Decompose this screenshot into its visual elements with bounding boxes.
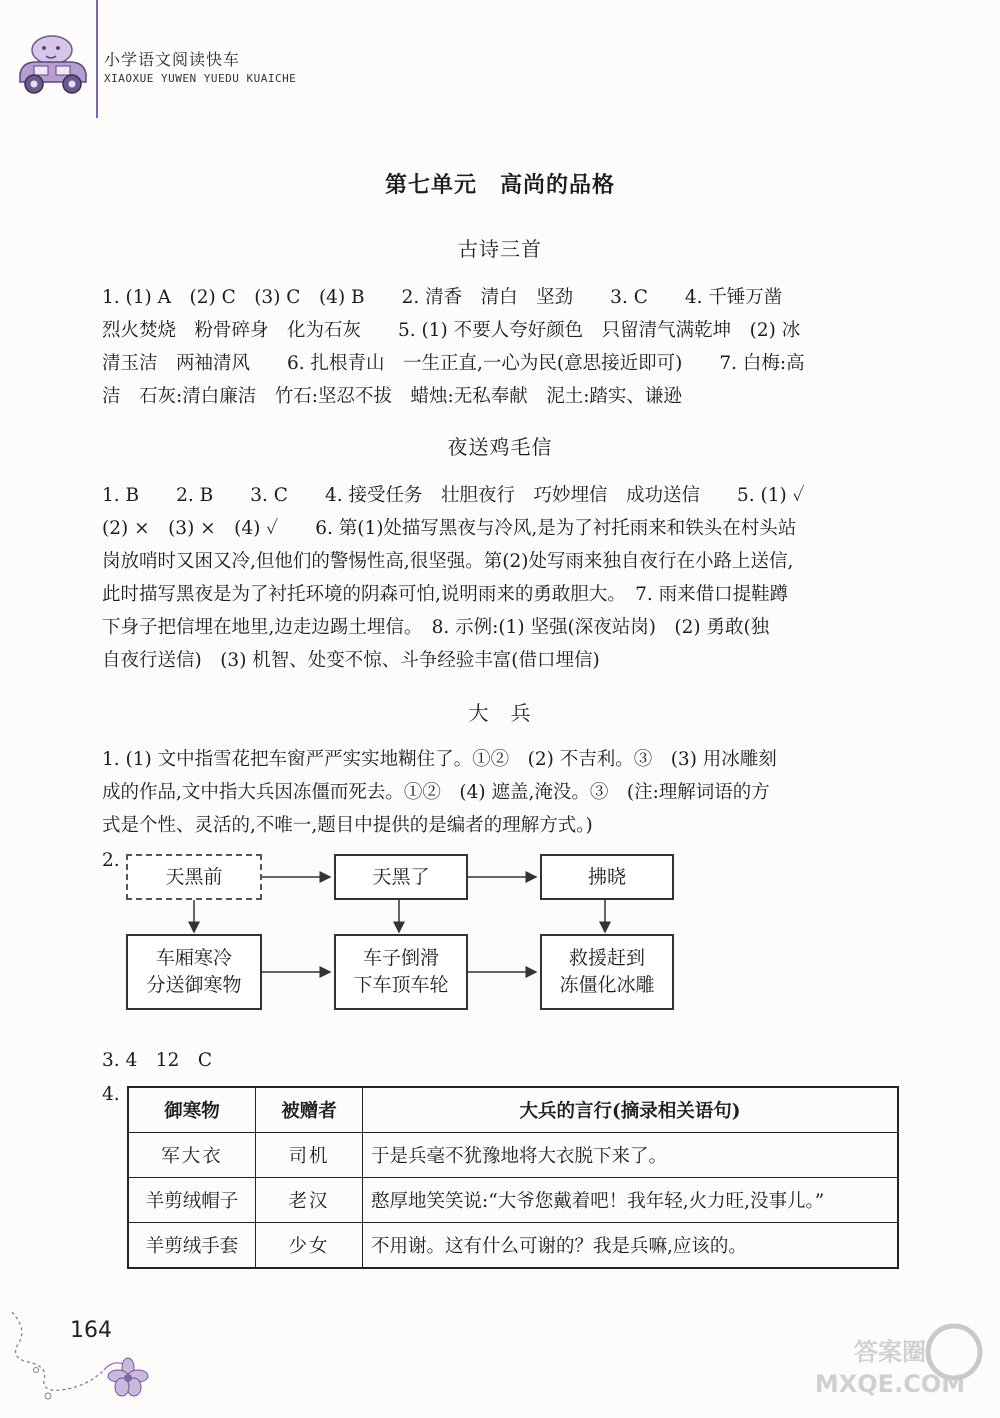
flow-box-dawn: 拂晓 [540, 854, 674, 900]
table-cell: 羊剪绒帽子 [128, 1178, 256, 1223]
answer-line: 此时描写黑夜是为了衬托环境的阴森可怕,说明雨来的勇敢胆大。 7. 雨来借口提鞋蹲 [102, 584, 789, 605]
table-cell: 不用谢。这有什么可谢的？我是兵嘛,应该的。 [363, 1223, 899, 1269]
lesson-title-dabing: 大 兵 [468, 701, 532, 725]
unit-title: 第七单元 高尚的品格 [384, 172, 615, 198]
answer-line: 1. (1) A (2) C (3) C (4) B 2. 清香 清白 坚劲 3. C 4. 千锤万凿 [102, 287, 783, 308]
answer-block-jimaoxin [102, 479, 896, 677]
answer-block-gushi [102, 281, 896, 413]
column-header: 御寒物 [128, 1087, 256, 1133]
table-cell: 憨厚地笑笑说:“大爷您戴着吧！我年轻,火力旺,没事儿。” [363, 1178, 899, 1223]
question-3-answer: 3. 4 12 C [102, 1050, 212, 1071]
table-cell: 军大衣 [128, 1133, 256, 1178]
answer-line: 1. B 2. B 3. C 4. 接受任务 壮胆夜行 巧妙埋信 成功送信 5. (1) ✓ [102, 485, 805, 506]
answer-line: 1. (1) 文中指雪花把车窗严严实实地糊住了。①② (2) 不吉利。③ (3) 用冰雕刻 [102, 749, 777, 770]
car-logo-icon [14, 30, 92, 98]
answer-line: 式是个性、灵活的,不唯一,题目中提供的是编者的理解方式。) [102, 815, 593, 836]
series-title: 小学语文阅读快车 [104, 50, 241, 69]
table-cell: 少女 [256, 1223, 363, 1269]
flow-box-event-2: 车子倒滑 下车顶车轮 [334, 934, 468, 1010]
flow-diagram [100, 848, 680, 1018]
flow-box-event-3: 救援赶到 冻僵化冰雕 [540, 934, 674, 1010]
table-header-row [128, 1087, 898, 1133]
question-number-2: 2. [102, 850, 120, 871]
flower-vine-icon [8, 1300, 168, 1410]
table-cell: 羊剪绒手套 [128, 1223, 256, 1269]
answer-line: 洁 石灰:清白廉洁 竹石:坚忍不拔 蜡烛:无私奉献 泥土:踏实、谦逊 [102, 386, 682, 407]
answer-block-dabing [102, 743, 896, 842]
series-title-pinyin: XIAOXUE YUWEN YUEDU KUAICHE [104, 72, 297, 85]
flow-box-before-dark: 天黑前 [126, 854, 262, 900]
watermark [790, 1318, 990, 1408]
page-number: 164 [70, 1318, 112, 1343]
flow-box-dark: 天黑了 [334, 854, 468, 900]
header-divider [96, 0, 98, 118]
column-header: 被赠者 [256, 1087, 363, 1133]
answer-line: 烈火焚烧 粉骨碎身 化为石灰 5. (1) 不要人夸好颜色 只留清气满乾坤 (2) 冰 [102, 320, 801, 341]
answer-line: 自夜行送信) (3) 机智、处变不惊、斗争经验丰富(借口埋信) [102, 650, 600, 671]
flow-box-event-1: 车厢寒冷 分送御寒物 [126, 934, 262, 1010]
table-row [128, 1223, 898, 1269]
table-cell: 于是兵毫不犹豫地将大衣脱下来了。 [363, 1133, 899, 1178]
column-header: 大兵的言行(摘录相关语句) [363, 1087, 899, 1133]
answer-line: 清玉洁 两袖清风 6. 扎根青山 一生正直,一心为民(意思接近即可) 7. 白梅:高 [102, 353, 805, 374]
answer-line: (2) × (3) × (4) ✓ 6. 第(1)处描写黑夜与冷风,是为了衬托雨来和铁头在村头站 [102, 518, 797, 539]
table-cell: 司机 [256, 1133, 363, 1178]
lesson-title-jimaoxin: 夜送鸡毛信 [447, 435, 553, 459]
table-row [128, 1178, 898, 1223]
answer-line: 岗放哨时又困又冷,但他们的警惕性高,很坚强。第(2)处写雨来独自夜行在小路上送信, [102, 551, 794, 572]
question-number-4: 4. [102, 1084, 120, 1105]
gift-table [127, 1086, 899, 1269]
watermark-text: 答案圈 MXQE.COM [814, 1338, 966, 1398]
table-cell: 老汉 [256, 1178, 363, 1223]
lesson-title-gushi: 古诗三首 [458, 237, 542, 261]
answer-line: 成的作品,文中指大兵因冻僵而死去。①② (4) 遮盖,淹没。③ (注:理解词语的方 [102, 782, 770, 803]
table-row [128, 1133, 898, 1178]
answer-line: 下身子把信埋在地里,边走边踢土埋信。 8. 示例:(1) 坚强(深夜站岗) (2) 勇敢(独 [102, 617, 770, 638]
